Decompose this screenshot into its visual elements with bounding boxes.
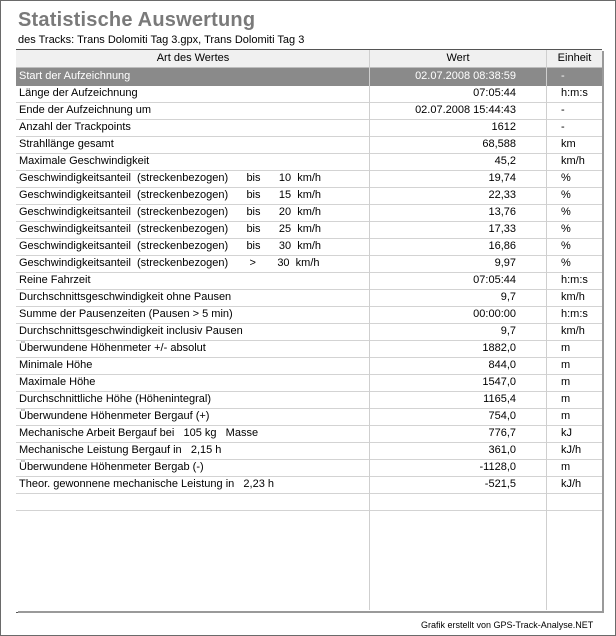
row-value: 07:05:44 (473, 274, 516, 286)
table-row[interactable] (16, 391, 602, 409)
row-value: 1165,4 (483, 393, 516, 405)
row-value: 02.07.2008 15:44:43 (415, 104, 516, 116)
table-row[interactable] (16, 340, 602, 358)
row-unit: - (561, 70, 565, 82)
row-unit: km/h (561, 291, 585, 303)
table-row[interactable] (16, 357, 602, 375)
row-label: Überwundene Höhenmeter Bergab (-) (19, 461, 204, 473)
row-value: 19,74 (488, 172, 516, 184)
row-value: 13,76 (488, 206, 516, 218)
table-row[interactable] (16, 374, 602, 392)
row-unit: - (561, 121, 565, 133)
table-shadow-right (602, 51, 604, 613)
row-value: 16,86 (488, 240, 516, 252)
row-label: Durchschnittsgeschwindigkeit ohne Pausen (19, 291, 232, 303)
table-row[interactable] (16, 289, 602, 307)
table-row[interactable] (16, 204, 602, 222)
row-unit: m (561, 410, 571, 422)
row-unit: km/h (561, 155, 585, 167)
row-value: 9,7 (500, 291, 516, 303)
row-unit: kJ/h (561, 478, 582, 490)
row-unit: h:m:s (561, 87, 588, 99)
table-row[interactable] (16, 221, 602, 239)
row-label: Mechanische Leistung Bergauf in 2,15 h (19, 444, 222, 456)
row-unit: % (561, 223, 571, 235)
table-row[interactable] (16, 153, 602, 171)
row-label: Geschwindigkeitsanteil (streckenbezogen) bis 15 km/h (19, 189, 322, 201)
row-value: 9,97 (494, 257, 516, 269)
table-row[interactable] (16, 187, 602, 205)
table-row[interactable] (16, 493, 602, 511)
table-row[interactable] (16, 425, 602, 443)
row-unit: % (561, 189, 571, 201)
row-label: Geschwindigkeitsanteil (streckenbezogen) bis 30 km/h (19, 240, 322, 252)
table-row[interactable] (16, 170, 602, 188)
row-value: 1882,0 (482, 342, 516, 354)
table-row[interactable] (16, 476, 602, 494)
row-value: 45,2 (494, 155, 516, 167)
row-label: Geschwindigkeitsanteil (streckenbezogen) bis 10 km/h (19, 172, 322, 184)
table-row[interactable] (16, 306, 602, 324)
row-unit: m (561, 359, 571, 371)
row-unit: m (561, 393, 571, 405)
row-unit: kJ/h (561, 444, 582, 456)
column-header-type[interactable]: Art des Wertes (156, 52, 230, 64)
row-unit: % (561, 206, 571, 218)
row-label: Ende der Aufzeichnung um (19, 104, 152, 116)
row-value: 1547,0 (482, 376, 516, 388)
row-value: 07:05:44 (473, 87, 516, 99)
row-label: Theor. gewonnene mechanische Leistung in 2,23 h (19, 478, 275, 490)
row-unit: h:m:s (561, 308, 588, 320)
row-value: 00:00:00 (473, 308, 516, 320)
row-value: 22,33 (488, 189, 516, 201)
row-value: 776,7 (488, 427, 516, 439)
row-label: Geschwindigkeitsanteil (streckenbezogen) bis 25 km/h (19, 223, 322, 235)
row-unit: km (561, 138, 576, 150)
row-unit: % (561, 257, 571, 269)
table-row[interactable] (16, 459, 602, 477)
row-label: Geschwindigkeitsanteil (streckenbezogen) > 30 km/h (19, 257, 320, 269)
row-unit: % (561, 240, 571, 252)
row-unit: km/h (561, 325, 585, 337)
row-value: 1612 (491, 121, 516, 133)
row-value: 361,0 (488, 444, 516, 456)
row-unit: h:m:s (561, 274, 588, 286)
page-title: Statistische Auswertung (18, 9, 256, 31)
table-row[interactable] (16, 119, 602, 137)
row-label: Start der Aufzeichnung (19, 70, 131, 82)
row-value: 844,0 (488, 359, 516, 371)
table-row[interactable] (16, 323, 602, 341)
table-row[interactable] (16, 68, 602, 86)
row-label: Länge der Aufzeichnung (19, 87, 138, 99)
table-row[interactable] (16, 136, 602, 154)
row-value: 9,7 (500, 325, 516, 337)
column-divider (546, 50, 547, 610)
table-row[interactable] (16, 272, 602, 290)
row-label: Überwundene Höhenmeter Bergauf (+) (19, 410, 210, 422)
table-shadow-bottom (18, 611, 604, 613)
row-label: Maximale Geschwindigkeit (19, 155, 150, 167)
row-label: Durchschnittliche Höhe (Höhenintegral) (19, 393, 211, 405)
table-row[interactable] (16, 442, 602, 460)
row-unit: % (561, 172, 571, 184)
row-value: 68,588 (482, 138, 516, 150)
column-divider (369, 50, 370, 610)
statistics-table (16, 49, 602, 613)
row-label: Strahllänge gesamt (19, 138, 114, 150)
table-row[interactable] (16, 255, 602, 273)
row-label: Geschwindigkeitsanteil (streckenbezogen) bis 20 km/h (19, 206, 322, 218)
row-value: -521,5 (484, 478, 516, 490)
row-value: -1128,0 (479, 461, 516, 473)
row-label: Minimale Höhe (19, 359, 93, 371)
row-label: Reine Fahrzeit (19, 274, 91, 286)
row-value: 02.07.2008 08:38:59 (415, 70, 516, 82)
table-header (16, 50, 602, 68)
row-unit: m (561, 376, 571, 388)
row-label: Maximale Höhe (19, 376, 96, 388)
footer-credit: Grafik erstellt von GPS-Track-Analyse.NET (421, 620, 594, 630)
page-subtitle: des Tracks: Trans Dolomiti Tag 3.gpx, Trans Dolomiti Tag 3 (18, 34, 305, 46)
table-row[interactable] (16, 85, 602, 103)
row-unit: kJ (561, 427, 572, 439)
row-label: Summe der Pausenzeiten (Pausen > 5 min) (19, 308, 233, 320)
row-value: 754,0 (488, 410, 516, 422)
row-label: Überwundene Höhenmeter +/- absolut (19, 342, 206, 354)
row-value: 17,33 (488, 223, 516, 235)
row-label: Durchschnittsgeschwindigkeit inclusiv Pausen (19, 325, 243, 337)
table-row[interactable] (16, 102, 602, 120)
row-unit: m (561, 342, 571, 354)
row-label: Mechanische Arbeit Bergauf bei 105 kg Masse (19, 427, 259, 439)
row-label: Anzahl der Trackpoints (19, 121, 131, 133)
table-row[interactable] (16, 408, 602, 426)
table-row[interactable] (16, 238, 602, 256)
column-header-value[interactable]: Wert (446, 52, 470, 64)
row-unit: - (561, 104, 565, 116)
column-header-unit[interactable]: Einheit (557, 52, 592, 64)
row-unit: m (561, 461, 571, 473)
